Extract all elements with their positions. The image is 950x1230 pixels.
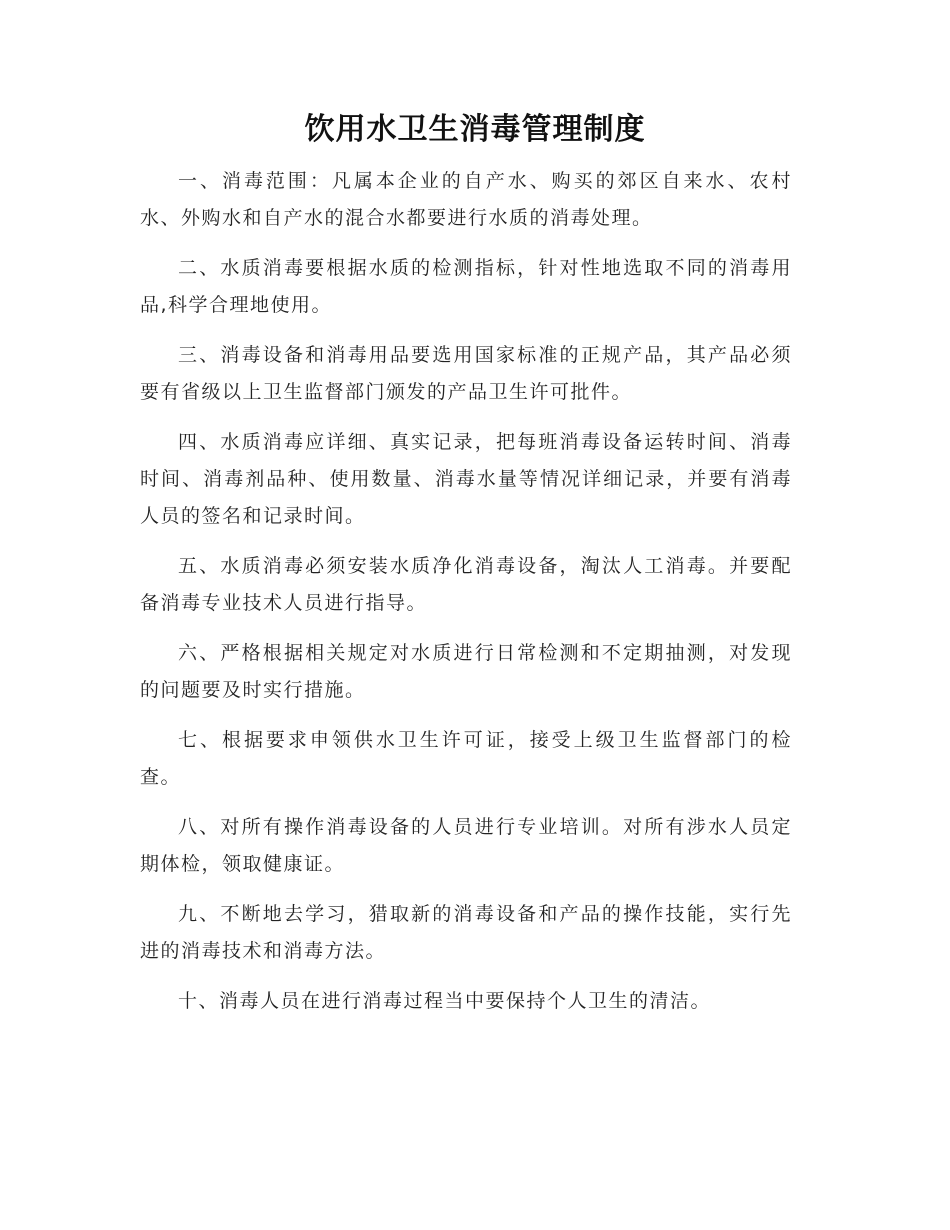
paragraph-5: 五、水质消毒必须安装水质净化消毒设备，淘汰人工消毒。并要配备消毒专业技术人员进行指导。 bbox=[140, 555, 792, 614]
paragraph-1: 一、消毒范围：凡属本企业的自产水、购买的郊区自来水、农村水、外购水和自产水的混合水都要进行水质的消毒处理。 bbox=[140, 170, 792, 229]
paragraph-9: 九、不断地去学习，猎取新的消毒设备和产品的操作技能，实行先进的消毒技术和消毒方法。 bbox=[140, 903, 792, 962]
paragraph-2: 二、水质消毒要根据水质的检测指标，针对性地选取不同的消毒用品,科学合理地使用。 bbox=[140, 257, 792, 316]
paragraph-4: 四、水质消毒应详细、真实记录，把每班消毒设备运转时间、消毒时间、消毒剂品种、使用数量、消毒水量等情况详细记录，并要有消毒人员的签名和记录时间。 bbox=[140, 431, 792, 527]
document-title: 饮用水卫生消毒管理制度 bbox=[304, 112, 646, 147]
paragraph-6: 六、严格根据相关规定对水质进行日常检测和不定期抽测，对发现的问题要及时实行措施。 bbox=[140, 642, 792, 701]
paragraph-3: 三、消毒设备和消毒用品要选用国家标准的正规产品，其产品必须要有省级以上卫生监督部门颁发的产品卫生许可批件。 bbox=[140, 344, 792, 403]
paragraph-8: 八、对所有操作消毒设备的人员进行专业培训。对所有涉水人员定期体检，领取健康证。 bbox=[140, 816, 792, 875]
paragraph-7: 七、根据要求申领供水卫生许可证，接受上级卫生监督部门的检查。 bbox=[140, 729, 792, 788]
paragraph-10: 十、消毒人员在进行消毒过程当中要保持个人卫生的清洁。 bbox=[178, 990, 712, 1012]
document-body bbox=[140, 163, 792, 1033]
